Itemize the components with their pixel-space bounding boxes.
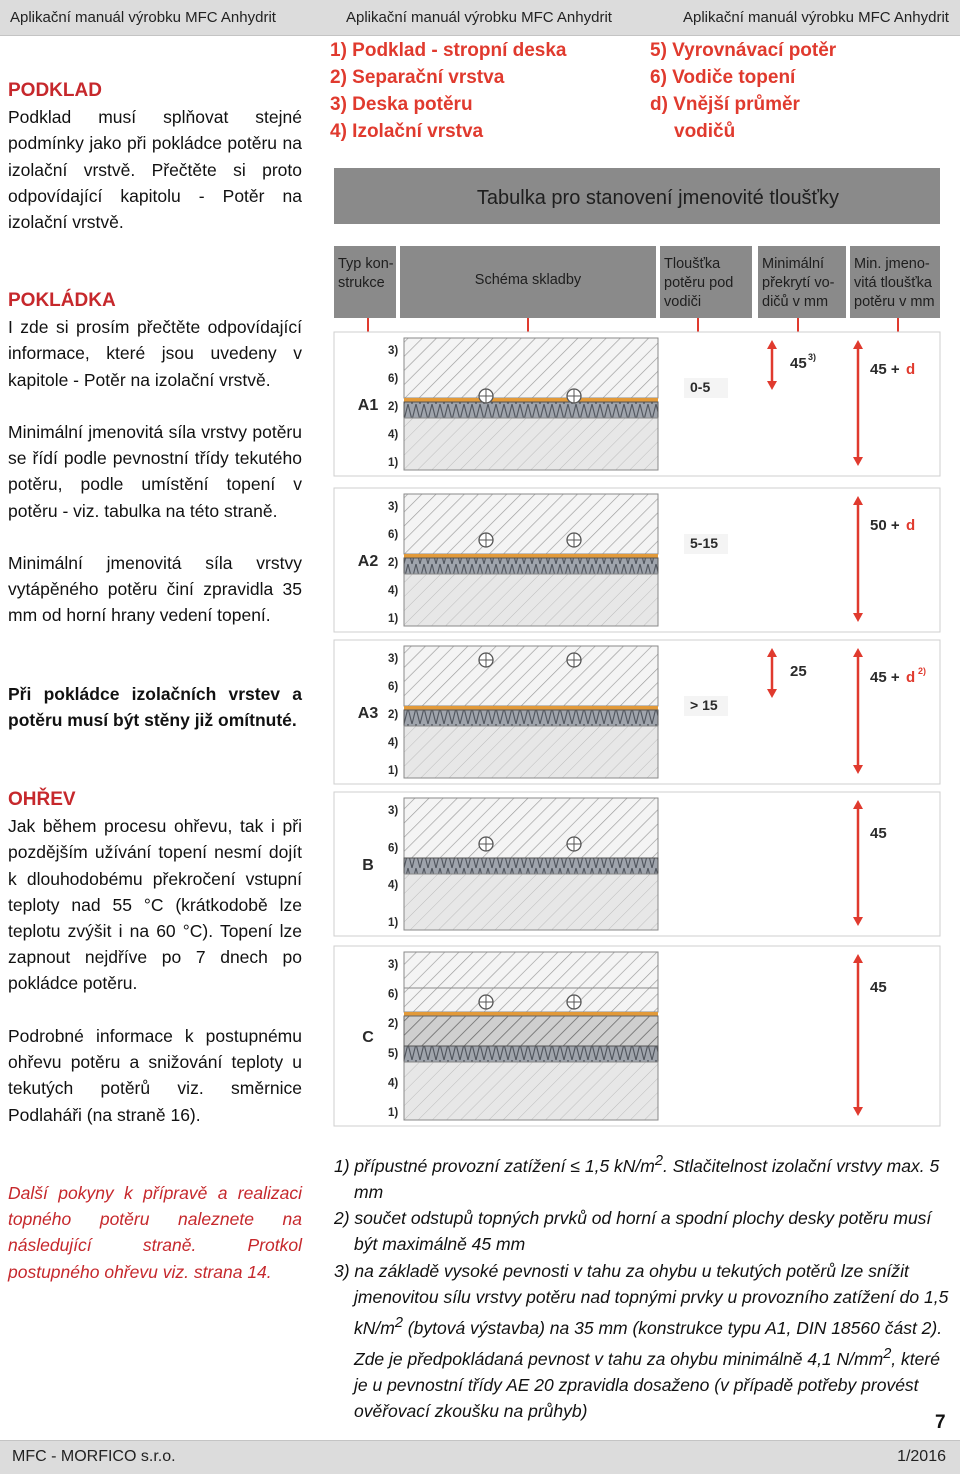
row-a1-layer-num-4: 4) [388,429,399,441]
row-c-screed-upper [404,988,658,1012]
row-c-layer-num-6: 1) [388,1107,399,1119]
row-c-insulation-layer [404,1046,658,1062]
row-b-type-label: B [362,857,374,874]
row-b-layer-num-2: 6) [388,842,399,855]
row-a1-layer-num-5: 1) [388,457,399,469]
row-a3-insulation-layer [404,710,658,726]
row-a3-separation-layer [404,706,658,710]
row-a1-layer-num-1: 3) [388,345,399,357]
row-a3-total-value: 45 + [870,669,900,686]
pokladka-bold-note: Při pokládce izolačních vrstev a potěru musí být stěny již omítnuté. [8,684,302,731]
section-podklad [8,78,302,235]
row-c-total-value: 45 [870,979,887,996]
row-a1-cover-value: 45 [790,355,807,372]
row-a2-slab-layer [404,574,658,626]
footnote-3 [334,1258,954,1425]
construction-table-figure [328,36,960,1136]
row-a1-total-d: d [906,361,916,378]
pokladka-text-3: Minimální jmenovitá síla vrstvy vytápěného potěru činí zpravidla 35 mm od horní hrany vedení topení. [8,553,302,626]
footnotes [334,1148,954,1425]
footnote-1-sup: 2 [654,1153,663,1169]
legend-item-7: d) Vnější průměr [650,94,800,115]
col-header-2-line-1: Schéma skladby [474,272,582,288]
footnote-3-c: , které je u pevnostní třídy AE 20 zpravidla dosaženo (v případě potřeby provést ověřovací zkoušku na průhyb) [354,1348,940,1422]
ohrev-text-2: Podrobné informace k postupnému ohřevu potěru a snižování teploty u tekutých potěrů viz. směrnice Podlaháři (na straně 16). [8,1026,302,1125]
row-c-type-label: C [362,1029,374,1046]
footnote-1-b: . Stlačitelnost izolační vrstvy max. 5 mm [354,1155,940,1203]
header-left: Aplikační manuál výrobku MFC Anhydrit [10,9,276,26]
row-b-total-value: 45 [870,825,887,842]
row-a3-layer-num-2: 6) [388,681,399,693]
row-a1-slab-layer [404,418,658,470]
col-header-3-line-2: potěru pod [664,275,734,291]
row-c-layer-num-5: 4) [388,1077,399,1090]
row-a1-type-label: A1 [357,397,379,414]
row-c-slab-layer [404,1062,658,1120]
row-b-screed-layer [404,798,658,858]
row-a1-separation-layer [404,398,658,402]
col-header-5-line-2: vitá tloušťka [854,275,932,291]
row-a3-layer-num-4: 4) [388,737,399,749]
row-a3-total-d: d [906,669,916,686]
row-a3-type-label: A3 [357,705,379,722]
row-a3-layer-num-3: 2) [388,709,399,721]
row-a2-screed-layer [404,494,658,554]
page-header [0,0,960,36]
legend-item-2: 2) Separační vrstva [330,67,505,88]
row-a2-insulation-layer [404,558,658,574]
col-header-3-line-3: vodiči [664,294,702,310]
col-header-5-line-3: potěru v mm [854,294,935,310]
row-a3-cover-value: 25 [790,663,807,680]
col-header-5-line-1: Min. jmeno- [854,256,930,272]
row-a1-cover-sup: 3) [808,352,817,362]
row-a2-layer-num-2: 6) [388,529,399,541]
pokladka-text-2: Minimální jmenovitá síla vrstvy potěru se řídí podle pevnostní třídy tekutého potěru, podle umístění topení v potěru - viz. tabulka na této straně. [8,422,302,521]
row-a2-layer-num-1: 3) [388,501,399,513]
legend-item-1: 1) Podklad - stropní deska [330,40,567,61]
footnote-3-a: 3) na základě vysoké pevnosti v tahu za ohybu u tekutých potěrů lze snížit jmenovitou sílu vrstvy potěru nad topnými prvky u provozního zatížení do 1,5 kN/m [334,1260,949,1338]
row-a3-total-sup: 2) [918,666,927,676]
ohrev-text-1: Jak během procesu ohřevu, tak i při pozdějším užívání topení nesmí dojít k dlouhodobému překročení vstupní teploty nad 55 °C (krátkodobě lze teplotu zvýšit i na 60 °C). Topení lze zapnout nejdříve po 7 dnech po pokládce potěru. [8,816,302,994]
row-a2-type-label: A2 [357,553,379,570]
footnote-3-sup-2: 2 [883,1346,892,1363]
row-c-layer-num-3: 2) [388,1018,399,1031]
legend-item-6: 6) Vodiče topení [650,67,796,88]
section-ohrev [8,787,302,997]
footnote-2: 2) součet odstupů topných prvků od horní a spodní plochy desky potěru musí být maximálně 45 mm [334,1208,932,1255]
row-c-layer-num-4: 5) [388,1047,399,1060]
row-a2-layer-num-3: 2) [388,557,399,569]
page-footer [0,1440,960,1474]
row-a1-under-value: 0-5 [690,379,711,395]
footnote-3-sup-1: 2 [394,1315,403,1332]
footnote-1 [334,1148,954,1205]
row-b-layer-num-1: 3) [388,805,399,817]
page-number: 7 [935,1412,946,1433]
row-a1-screed-layer [404,338,658,398]
row-c-leveling-layer [404,1016,658,1046]
footnote-1-a: 1) přípustné provozní zatížení ≤ 1,5 kN/m [334,1155,655,1176]
header-center: Aplikační manuál výrobku MFC Anhydrit [346,9,612,26]
row-b-layer-num-4: 1) [388,917,399,929]
header-right: Aplikační manuál výrobku MFC Anhydrit [683,9,949,26]
table-title: Tabulka pro stanovení jmenovité tloušťky [476,187,840,209]
footer-left: MFC - MORFICO s.r.o. [12,1448,176,1465]
row-a2-total-value: 50 + [870,517,900,534]
pokladka-text-1: I zde si prosím přečtěte odpovídající informace, které jsou uvedeny v kapitole - Potěr na izolační vrstvě. [8,317,302,390]
row-a1-layer-num-2: 6) [388,373,399,385]
heading-ohrev: OHŘEV [8,789,76,810]
legend-item-8: vodičů [674,121,736,142]
row-c-layer-num-2: 6) [388,988,399,1001]
row-a2-under-value: 5-15 [690,535,719,551]
row-a3-layer-num-1: 3) [388,653,399,665]
col-header-1-line-2: strukce [338,275,385,291]
row-a3-screed-layer [404,646,658,706]
row-c-separation-layer [404,1012,658,1016]
row-a3-layer-num-5: 1) [388,765,399,777]
row-c-screed-layer [404,952,658,988]
heading-podklad: PODKLAD [8,80,102,101]
row-a3-slab-layer [404,726,658,778]
row-a1-layer-num-3: 2) [388,401,399,413]
row-b-slab-layer [404,874,658,930]
legend-item-5: 5) Vyrovnávací potěr [650,40,837,61]
heading-pokladka: POKLÁDKA [8,290,116,311]
row-b-layer-num-3: 4) [388,879,399,892]
row-c-layer-num-1: 3) [388,959,399,971]
col-header-4-line-1: Minimální [762,256,825,272]
ohrev-red-note: Další pokyny k přípravě a realizaci topného potěru naleznete na následující straně. Protkol postupného ohřevu viz. strana 14. [8,1183,302,1282]
col-header-4-line-3: dičů v mm [762,294,829,310]
row-a1-insulation-layer [404,402,658,418]
section-pokladka [8,288,302,393]
legend-item-3: 3) Deska potěru [330,94,473,115]
col-header-4-line-2: překrytí vo- [762,275,835,291]
row-a2-total-d: d [906,517,916,534]
row-a2-layer-num-5: 1) [388,613,399,625]
row-a3-under-value: > 15 [690,697,718,713]
row-a2-layer-num-4: 4) [388,585,399,597]
row-b-insulation-layer [404,858,658,874]
legend-item-4: 4) Izolační vrstva [330,121,484,142]
footnote-3-b: (bytová výstavba) na 35 mm (konstrukce typu A1, DIN 18560 část 2). Zde je předpokládaná pevnost v tahu za ohybu minimálně 4,1 N/mm [354,1317,943,1369]
footer-right: 1/2016 [897,1448,946,1465]
col-header-1-line-1: Typ kon- [338,256,394,272]
row-a2-separation-layer [404,554,658,558]
row-a1-total-value: 45 + [870,361,900,378]
col-header-3-line-1: Tloušťka [664,256,721,272]
podklad-text: Podklad musí splňovat stejné podmínky jako při pokládce potěru na izolační vrstvě. Přečtěte si proto odpovídající kapitolu - Potěr na izolační vrstvě. [8,107,302,233]
